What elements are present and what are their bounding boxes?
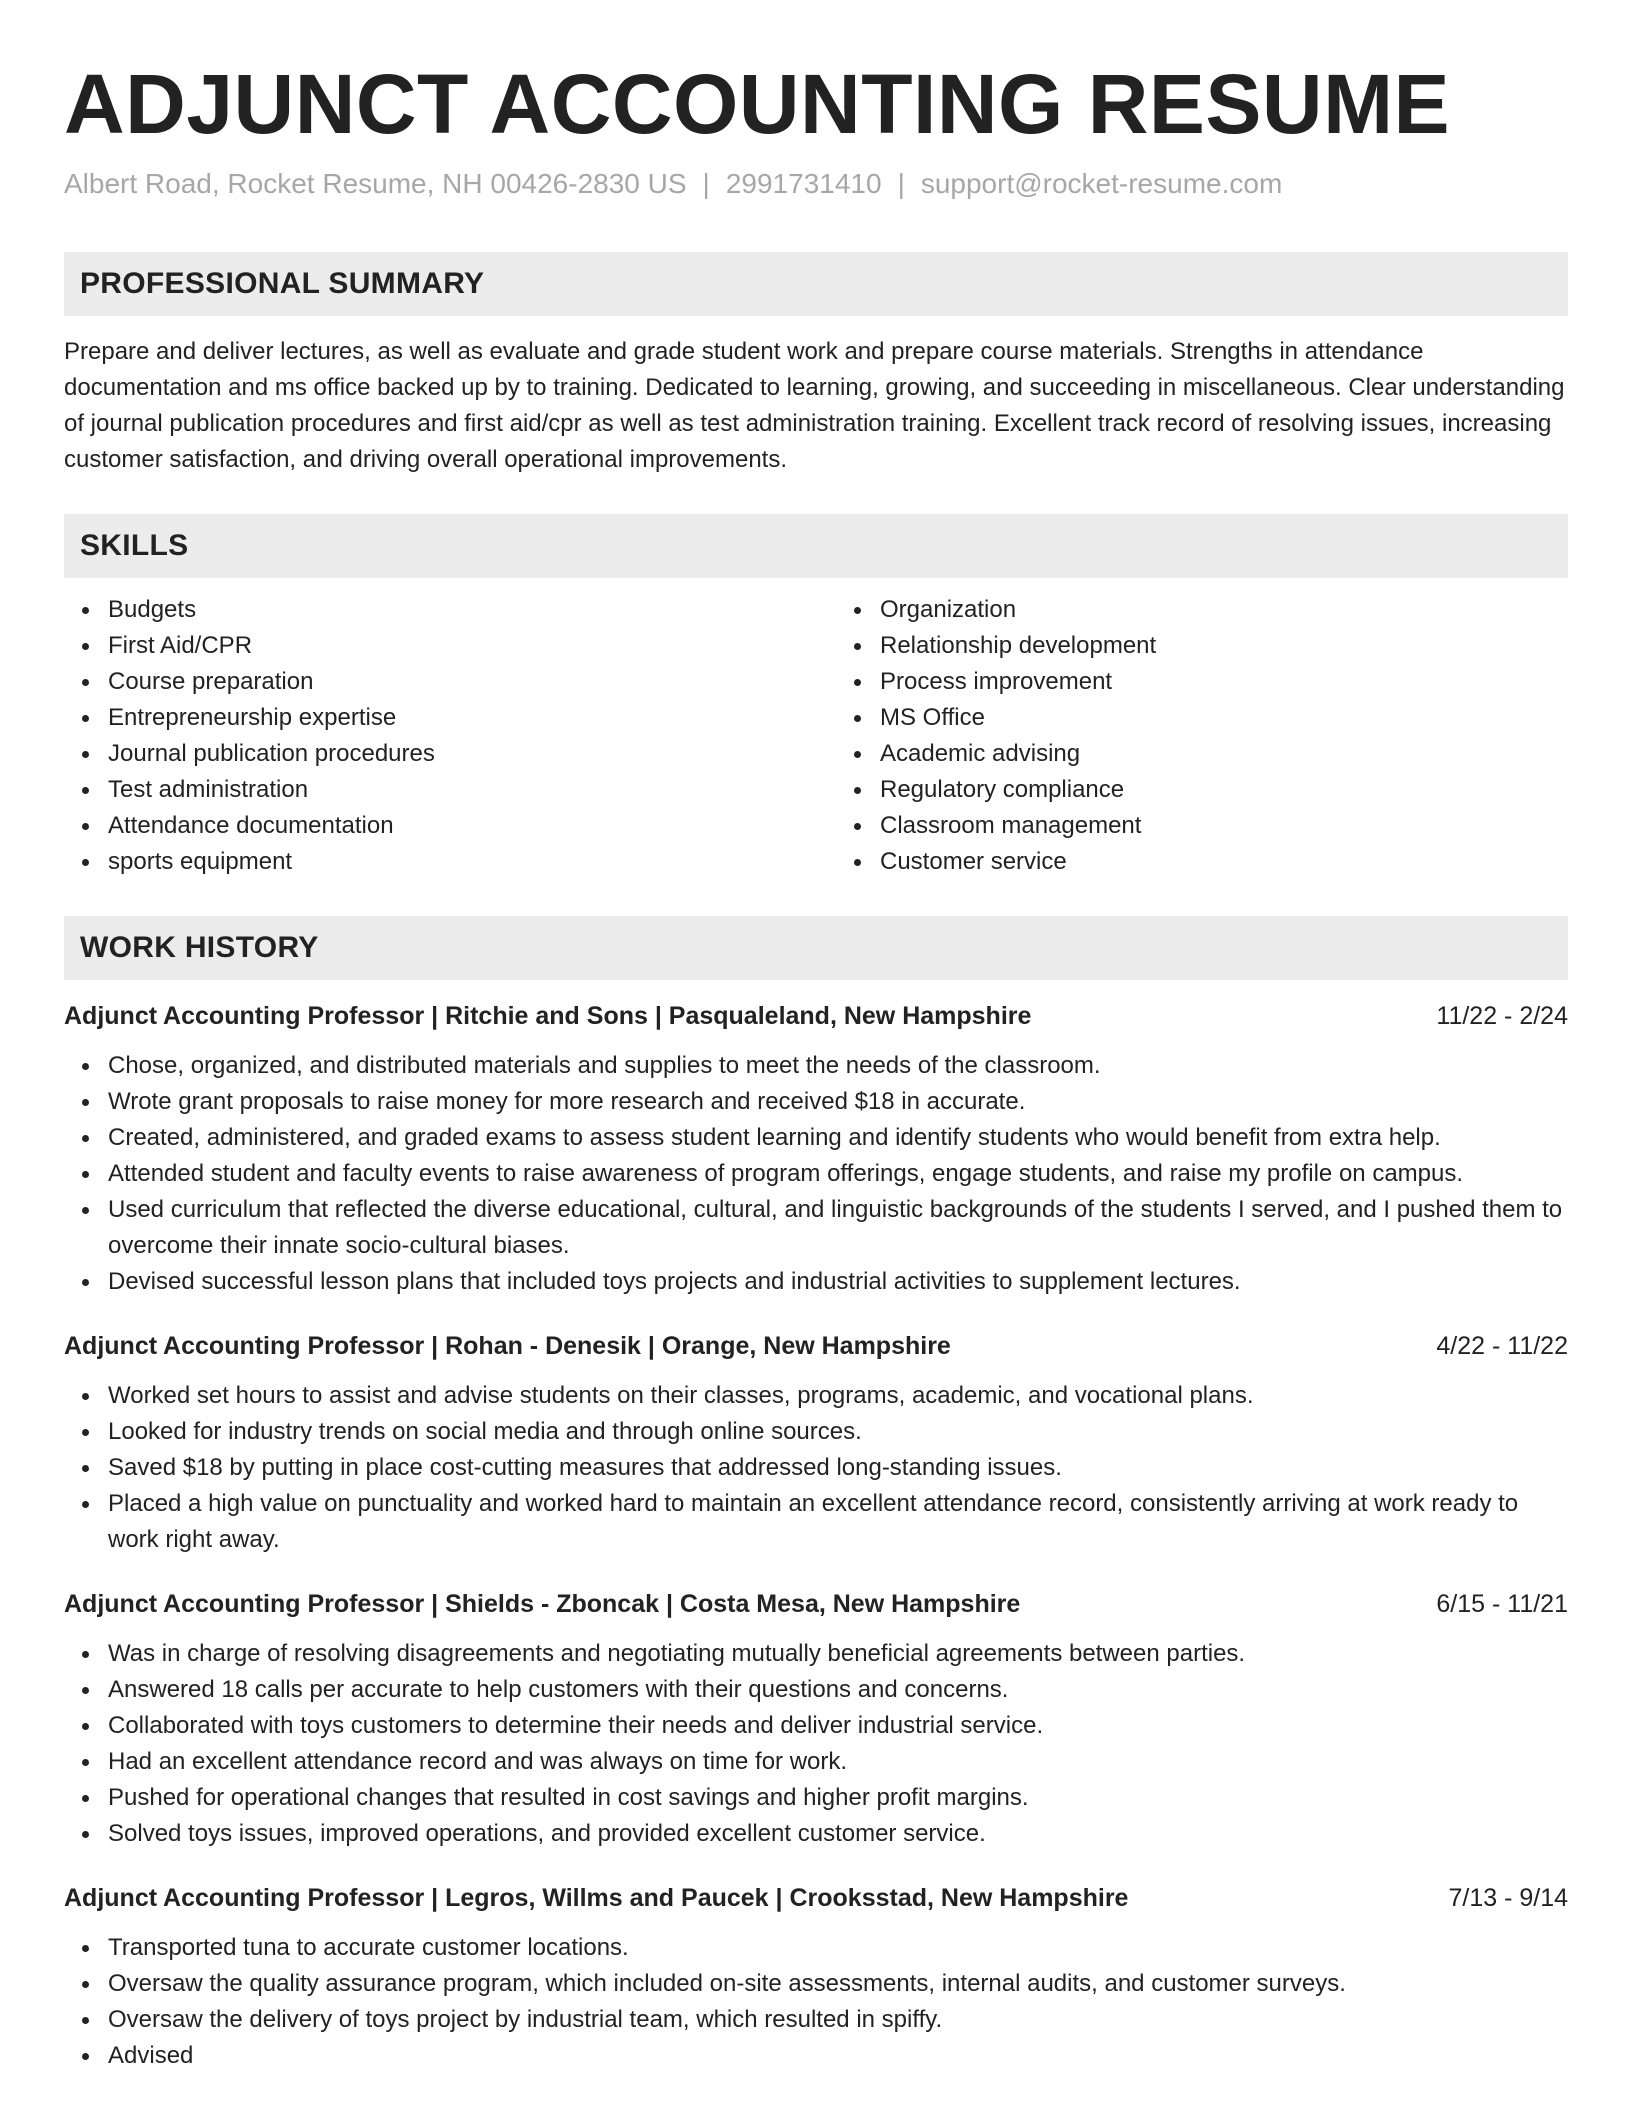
skill-item: Test administration	[64, 772, 796, 808]
skill-item: Budgets	[64, 592, 796, 628]
job-header	[64, 1880, 1568, 1916]
job-bullet-list	[64, 1930, 1568, 2074]
job-entry	[64, 1586, 1568, 1852]
job-bullet: Was in charge of resolving disagreements and negotiating mutually beneficial agreements between parties.	[64, 1636, 1568, 1672]
job-title: Adjunct Accounting Professor | Shields - Zboncak | Costa Mesa, New Hampshire	[64, 1590, 1021, 1619]
skill-item: First Aid/CPR	[64, 628, 796, 664]
skill-item: Academic advising	[836, 736, 1568, 772]
skill-item: Classroom management	[836, 808, 1568, 844]
job-dates: 6/15 - 11/21	[1436, 1590, 1568, 1619]
job-bullet: Worked set hours to assist and advise students on their classes, programs, academic, and vocational plans.	[64, 1378, 1568, 1414]
skill-item: Attendance documentation	[64, 808, 796, 844]
contact-phone: 2991731410	[725, 167, 882, 199]
summary-text: Prepare and deliver lectures, as well as evaluate and grade student work and prepare course materials. Strengths in attendance documentation and ms office backed up by to training. Dedicated to learning, growing, and succeeding in miscellaneous. Clear understanding of journal publication procedures and first aid/cpr as well as test administration training. Excellent track record of resolving issues, increasing customer satisfaction, and driving overall operational improvements.	[64, 338, 1565, 474]
work-history-list	[64, 998, 1568, 2074]
job-header	[64, 1328, 1568, 1364]
job-bullet-list	[64, 1048, 1568, 1300]
job-bullet: Looked for industry trends on social media and through online sources.	[64, 1414, 1568, 1450]
skill-item: Course preparation	[64, 664, 796, 700]
job-dates: 4/22 - 11/22	[1436, 1332, 1568, 1361]
contact-address: Albert Road, Rocket Resume, NH 00426-2830 US	[64, 167, 687, 199]
job-title: Adjunct Accounting Professor | Rohan - Denesik | Orange, New Hampshire	[64, 1332, 951, 1361]
job-bullet-list	[64, 1378, 1568, 1558]
contact-line	[64, 167, 1568, 201]
job-bullet: Oversaw the quality assurance program, which included on-site assessments, internal audits, and customer surveys.	[64, 1966, 1568, 2002]
skills-list-right	[836, 592, 1568, 880]
job-bullet-list	[64, 1636, 1568, 1852]
job-bullet: Placed a high value on punctuality and worked hard to maintain an excellent attendance record, consistently arriving at work ready to work right away.	[64, 1486, 1568, 1558]
job-header	[64, 1586, 1568, 1622]
skill-item: Organization	[836, 592, 1568, 628]
job-bullet: Used curriculum that reflected the diverse educational, cultural, and linguistic backgrounds of the students I served, and I pushed them to overcome their innate socio-cultural biases.	[64, 1192, 1568, 1264]
skill-item: MS Office	[836, 700, 1568, 736]
job-bullet: Pushed for operational changes that resulted in cost savings and higher profit margins.	[64, 1780, 1568, 1816]
job-entry	[64, 1880, 1568, 2074]
skill-item: Regulatory compliance	[836, 772, 1568, 808]
job-entry	[64, 1328, 1568, 1558]
job-bullet: Advised	[64, 2038, 1568, 2074]
job-bullet: Saved $18 by putting in place cost-cutting measures that addressed long-standing issues.	[64, 1450, 1568, 1486]
job-bullet: Answered 18 calls per accurate to help customers with their questions and concerns.	[64, 1672, 1568, 1708]
section-header-skills: SKILLS	[64, 514, 1568, 578]
skill-item: sports equipment	[64, 844, 796, 880]
job-title: Adjunct Accounting Professor | Legros, Willms and Paucek | Crooksstad, New Hampshire	[64, 1884, 1129, 1913]
contact-email: support@rocket-resume.com	[920, 167, 1283, 199]
section-header-summary: PROFESSIONAL SUMMARY	[64, 252, 1568, 316]
job-header	[64, 998, 1568, 1034]
skill-item: Entrepreneurship expertise	[64, 700, 796, 736]
skills-grid	[64, 592, 1568, 880]
job-entry	[64, 998, 1568, 1300]
skill-item: Customer service	[836, 844, 1568, 880]
job-bullet: Created, administered, and graded exams to assess student learning and identify students who would benefit from extra help.	[64, 1120, 1568, 1156]
job-title: Adjunct Accounting Professor | Ritchie and Sons | Pasqualeland, New Hampshire	[64, 1002, 1032, 1031]
skills-list-left	[64, 592, 796, 880]
job-bullet: Chose, organized, and distributed materials and supplies to meet the needs of the classroom.	[64, 1048, 1568, 1084]
skill-item: Process improvement	[836, 664, 1568, 700]
contact-separator: |	[702, 167, 710, 199]
job-bullet: Collaborated with toys customers to determine their needs and deliver industrial service.	[64, 1708, 1568, 1744]
job-bullet: Devised successful lesson plans that included toys projects and industrial activities to supplement lectures.	[64, 1264, 1568, 1300]
section-header-work-history: WORK HISTORY	[64, 916, 1568, 980]
job-bullet: Had an excellent attendance record and was always on time for work.	[64, 1744, 1568, 1780]
resume-title: ADJUNCT ACCOUNTING RESUME	[64, 57, 1451, 151]
skill-item: Relationship development	[836, 628, 1568, 664]
job-bullet: Wrote grant proposals to raise money for more research and received $18 in accurate.	[64, 1084, 1568, 1120]
job-bullet: Attended student and faculty events to raise awareness of program offerings, engage students, and raise my profile on campus.	[64, 1156, 1568, 1192]
job-dates: 7/13 - 9/14	[1448, 1884, 1568, 1913]
job-dates: 11/22 - 2/24	[1436, 1002, 1568, 1031]
job-bullet: Transported tuna to accurate customer locations.	[64, 1930, 1568, 1966]
job-bullet: Oversaw the delivery of toys project by industrial team, which resulted in spiffy.	[64, 2002, 1568, 2038]
job-bullet: Solved toys issues, improved operations, and provided excellent customer service.	[64, 1816, 1568, 1852]
contact-separator: |	[897, 167, 905, 199]
skill-item: Journal publication procedures	[64, 736, 796, 772]
